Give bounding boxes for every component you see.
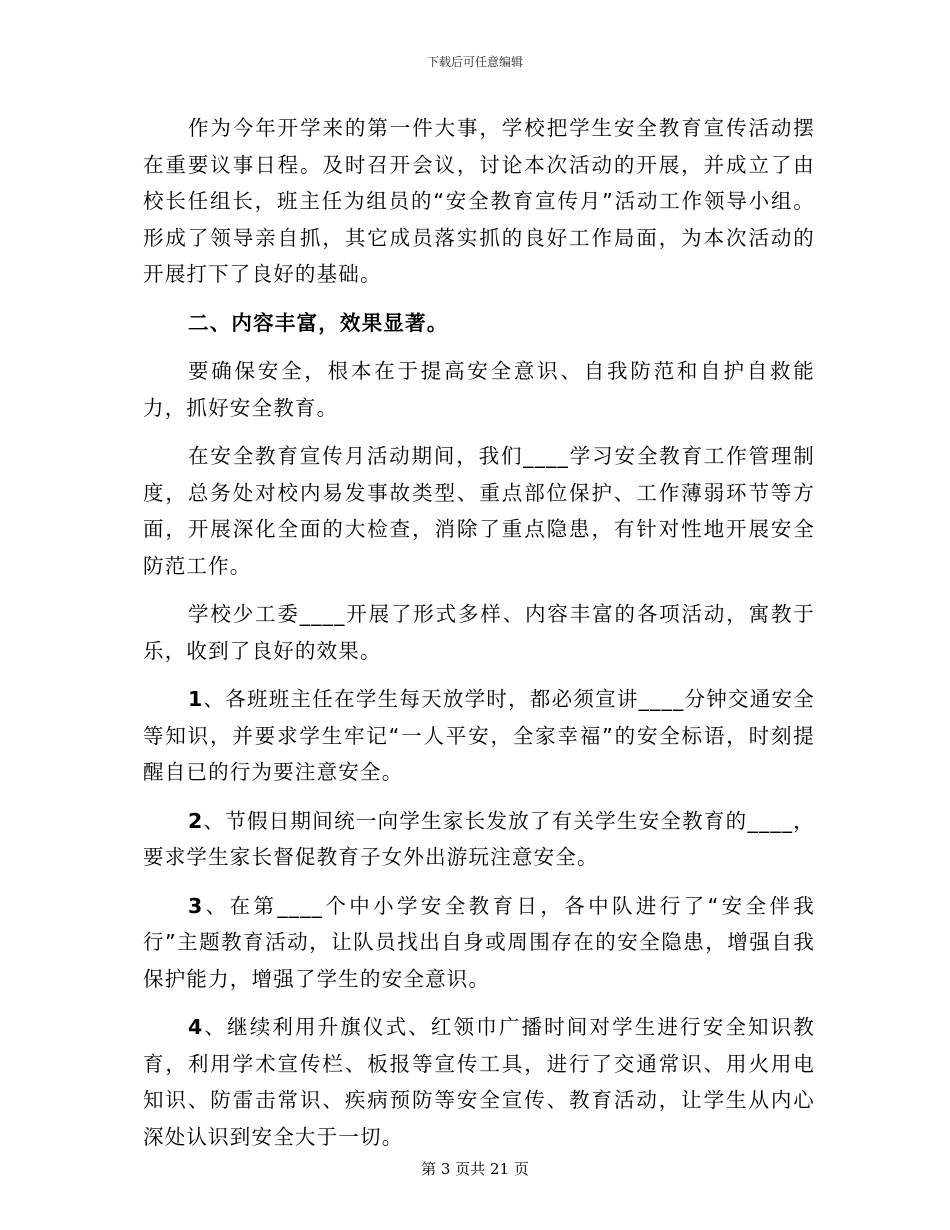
page-header: 下载后可任意编辑 xyxy=(426,55,523,69)
list-item-3 xyxy=(143,888,815,998)
list-item-number: 2 xyxy=(188,808,204,833)
list-item-4 xyxy=(143,1009,815,1155)
section-heading xyxy=(143,305,815,342)
list-item-2 xyxy=(143,803,815,876)
list-item-1 xyxy=(143,681,815,791)
paragraph-text: 在安全教育宣传月活动期间，我们____学习安全教育工作管理制度，总务处对校内易发事故类型、重点部位保护、工作薄弱环节等方面，开展深化全面的大检查，消除了重点隐患，有针对性地开展安全防范工作。 xyxy=(143,444,815,578)
list-item-text: 、各班班主任在学生每天放学时，都必须宣讲____分钟交通安全等知识，并要求学生牢记“一人平安，全家幸福”的安全标语，时刻提醒自已的行为要注意安全。 xyxy=(143,687,815,784)
page-footer: 第 3 页共 21 页 xyxy=(421,1160,529,1178)
list-item-number: 4 xyxy=(188,1015,204,1039)
paragraph-text: 作为今年开学来的第一件大事，学校把学生安全教育宣传活动摆在重要议事日程。及时召开会议，讨论本次活动的开展，并成立了由校长任组长，班主任为组员的“安全教育宣传月”活动工作领导小组。形成了领导亲自抓，其它成员落实抓的良好工作局面，为本次活动的开展打下了良好的基础。 xyxy=(143,116,815,286)
list-item-number: 1 xyxy=(188,687,204,711)
paragraph-safety-goal xyxy=(143,353,815,426)
paragraph-intro xyxy=(143,110,815,293)
paragraph-text: 学校少工委____开展了形式多样、内容丰富的各项活动，寓教于乐，收到了良好的效果。 xyxy=(143,602,815,663)
list-item-number: 3 xyxy=(188,893,204,918)
list-item-text: 、继续利用升旗仪式、红领巾广播时间对学生进行安全知识教育，利用学术宣传栏、板报等宣传工具，进行了交通常识、用火用电知识、防雷击常识、疾病预防等安全宣传、教育活动，让学生从内心深处认识到安全大于一切。 xyxy=(143,1015,815,1149)
paragraph-youth-committee xyxy=(143,596,815,669)
list-item-text: 、在第____个中小学安全教育日，各中队进行了“安全伴我行”主题教育活动，让队员找出自身或周围存在的安全隐患，增强自我保护能力，增强了学生的安全意识。 xyxy=(143,893,815,991)
list-item-text: 、节假日期间统一向学生家长发放了有关学生安全教育的____，要求学生家长督促教育子女外出游玩注意安全。 xyxy=(143,808,815,869)
document-body xyxy=(143,110,815,1167)
paragraph-activity-period xyxy=(143,438,815,584)
section-heading-text: 二、内容丰富，效果显著。 xyxy=(188,310,449,335)
paragraph-text: 要确保安全，根本在于提高安全意识、自我防范和自护自救能力，抓好安全教育。 xyxy=(143,359,815,420)
